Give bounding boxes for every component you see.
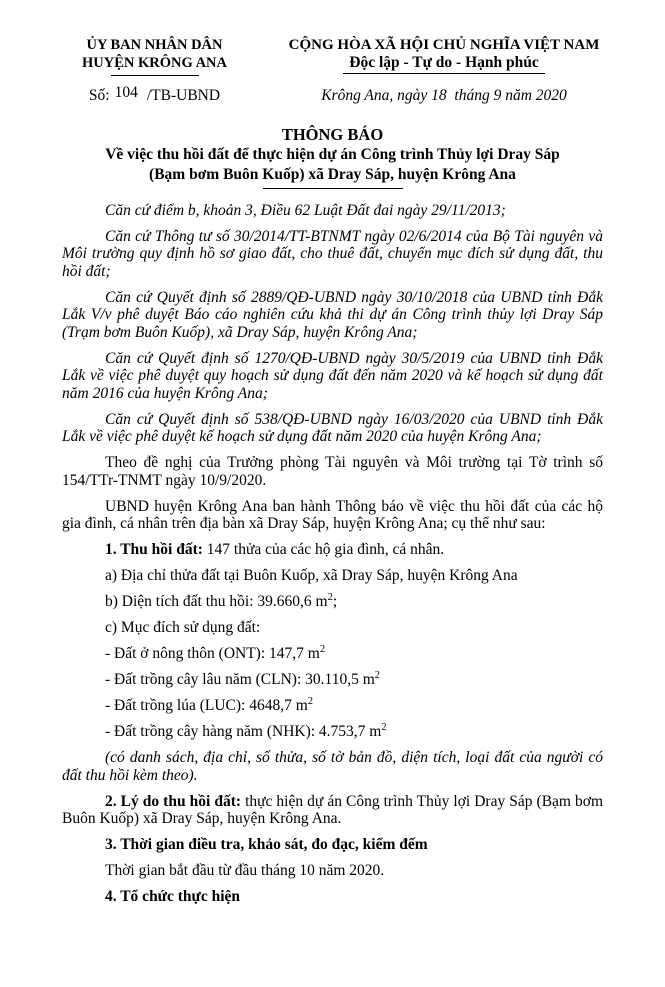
land-type-ont-text: - Đất ở nông thôn (ONT): 147,7 m xyxy=(105,645,320,662)
national-motto-line xyxy=(268,54,620,74)
section1-label: 1. Thu hồi đất: xyxy=(105,541,203,558)
authority-underline-rule xyxy=(111,75,199,76)
land-type-ont-superscript: 2 xyxy=(319,643,326,655)
land-type-luc-superscript: 2 xyxy=(307,695,314,707)
section2-text: thực hiện dự án Công trình Thủy lợi Dray Sáp (Bạm bơm Buôn Kuốp) xã Dray Sáp, huyện Krông Ana. xyxy=(62,792,604,827)
section3-label: 3. Thời gian điều tra, khảo sát, đo đạc, kiểm đếm xyxy=(105,836,428,853)
national-header-block xyxy=(268,36,620,74)
preamble-legal-basis-1: Căn cứ điểm b, khoản 3, Điều 62 Luật Đất đai ngày 29/11/2013; xyxy=(105,201,506,219)
land-type-luc xyxy=(62,697,603,715)
issuing-authority-block xyxy=(62,36,247,76)
place-and-date: Krông Ana, ngày 18 tháng 9 năm 2020 xyxy=(321,87,567,104)
authority-unit: HUYỆN KRÔNG ANA xyxy=(81,55,227,71)
land-type-nhk-text: - Đất trồng cây hàng năm (NHK): 4.753,7 m xyxy=(105,723,382,740)
section2-heading xyxy=(62,793,603,828)
land-type-cln-superscript: 2 xyxy=(374,669,381,681)
land-type-cln-text: - Đất trồng cây lâu năm (CLN): 30.110,5 m xyxy=(105,671,375,688)
parcel-address-line: a) Địa chỉ thửa đất tại Buôn Kuốp, xã Dray Sáp, huyện Krông Ana xyxy=(105,567,518,584)
section1-text: 147 thửa của các hộ gia đình, cá nhân. xyxy=(202,541,445,558)
land-type-ont xyxy=(62,645,603,663)
preamble-legal-basis-5: Căn cứ Quyết định số 538/QĐ-UBND ngày 16/03/2020 của UBND tỉnh Đắk Lắk về việc phê duyệt kế hoạch sử dụng đất năm 2020 của huyện Krông Ana; xyxy=(62,410,603,445)
section3-schedule-text: Thời gian bắt đầu từ đầu tháng 10 năm 2020. xyxy=(105,862,385,879)
national-title: CỘNG HÒA XÃ HỘI CHỦ NGHĨA VIỆT NAM xyxy=(288,37,600,53)
section1-heading xyxy=(62,541,603,559)
document-number-value: 104 xyxy=(114,84,138,101)
land-type-luc-text: - Đất trồng lúa (LUC): 4648,7 m xyxy=(105,697,308,714)
land-type-nhk xyxy=(62,723,603,741)
title-block xyxy=(62,124,603,189)
preamble-legal-basis-2: Căn cứ Thông tư số 30/2014/TT-BTNMT ngày 02/6/2014 của Bộ Tài nguyên và Môi trường quy định hồ sơ giao đất, cho thuê đất, chuyển mục đích sử dụng đất, thu hồi đất; xyxy=(62,227,603,280)
section2-label: 2. Lý do thu hồi đất: xyxy=(105,792,242,810)
section3-heading xyxy=(62,836,603,854)
preamble-legal-basis-4: Căn cứ Quyết định số 1270/QĐ-UBND ngày 30/5/2019 của UBND tỉnh Đắk Lắk về việc phê duyệt quy hoạch sử dụng đất đến năm 2020 và kế hoạch sử dụng đất năm 2016 của huyện Krông Ana; xyxy=(62,349,603,402)
preamble-legal-basis-3: Căn cứ Quyết định số 2889/QĐ-UBND ngày 30/10/2018 của UBND tỉnh Đắk Lắk V/v phê duyệt Báo cáo nghiên cứu khả thi dự án Công trình thủy lợi Dray Sáp (Trạm bơm Buôn Kuốp), xã Dray Sáp, huyện Krông Ana; xyxy=(62,288,603,341)
document-meta-row xyxy=(62,84,620,105)
document-body xyxy=(62,202,603,906)
document-subject-line1: Về việc thu hồi đất để thực hiện dự án Công trình Thủy lợi Dray Sáp xyxy=(105,145,560,163)
document-title: THÔNG BÁO xyxy=(281,124,384,144)
document-number xyxy=(62,84,247,105)
recovered-area-tail: ; xyxy=(332,593,338,610)
land-type-cln xyxy=(62,671,603,689)
section4-heading xyxy=(62,888,603,906)
title-underline-rule xyxy=(263,188,403,189)
document-number-suffix: /TB-UBND xyxy=(146,87,221,104)
document-number-prefix: Số: xyxy=(88,87,110,104)
recovered-area-text: b) Diện tích đất thu hồi: 39.660,6 m xyxy=(105,593,328,610)
authority-name: ỦY BAN NHÂN DÂN xyxy=(86,37,223,53)
document-header xyxy=(62,36,620,76)
land-purpose-heading: c) Mục đích sử dụng đất: xyxy=(105,619,261,636)
preamble-proposal: Theo đề nghị của Trưởng phòng Tài nguyên và Môi trường tại Tờ trình số 154/TTr-TNMT ngày 10/9/2020. xyxy=(62,454,603,489)
section4-label: 4. Tổ chức thực hiện xyxy=(105,888,241,905)
attachment-note: (có danh sách, địa chỉ, số thửa, số tờ bản đồ, diện tích, loại đất của người có đất thu hồi kèm theo). xyxy=(62,749,603,784)
recovered-area-line xyxy=(62,593,603,611)
national-motto: Độc lập - Tự do - Hạnh phúc xyxy=(343,54,544,74)
preamble-announcement: UBND huyện Krông Ana ban hành Thông báo về việc thu hồi đất của các hộ gia đình, cá nhân trên địa bàn xã Dray Sáp, huyện Krông Ana; cụ thể như sau: xyxy=(62,497,603,532)
document-subject-line2: (Bạm bơm Buôn Kuốp) xã Dray Sáp, huyện Krông Ana xyxy=(149,165,516,183)
land-type-nhk-superscript: 2 xyxy=(381,721,387,733)
area-superscript: 2 xyxy=(327,591,333,603)
